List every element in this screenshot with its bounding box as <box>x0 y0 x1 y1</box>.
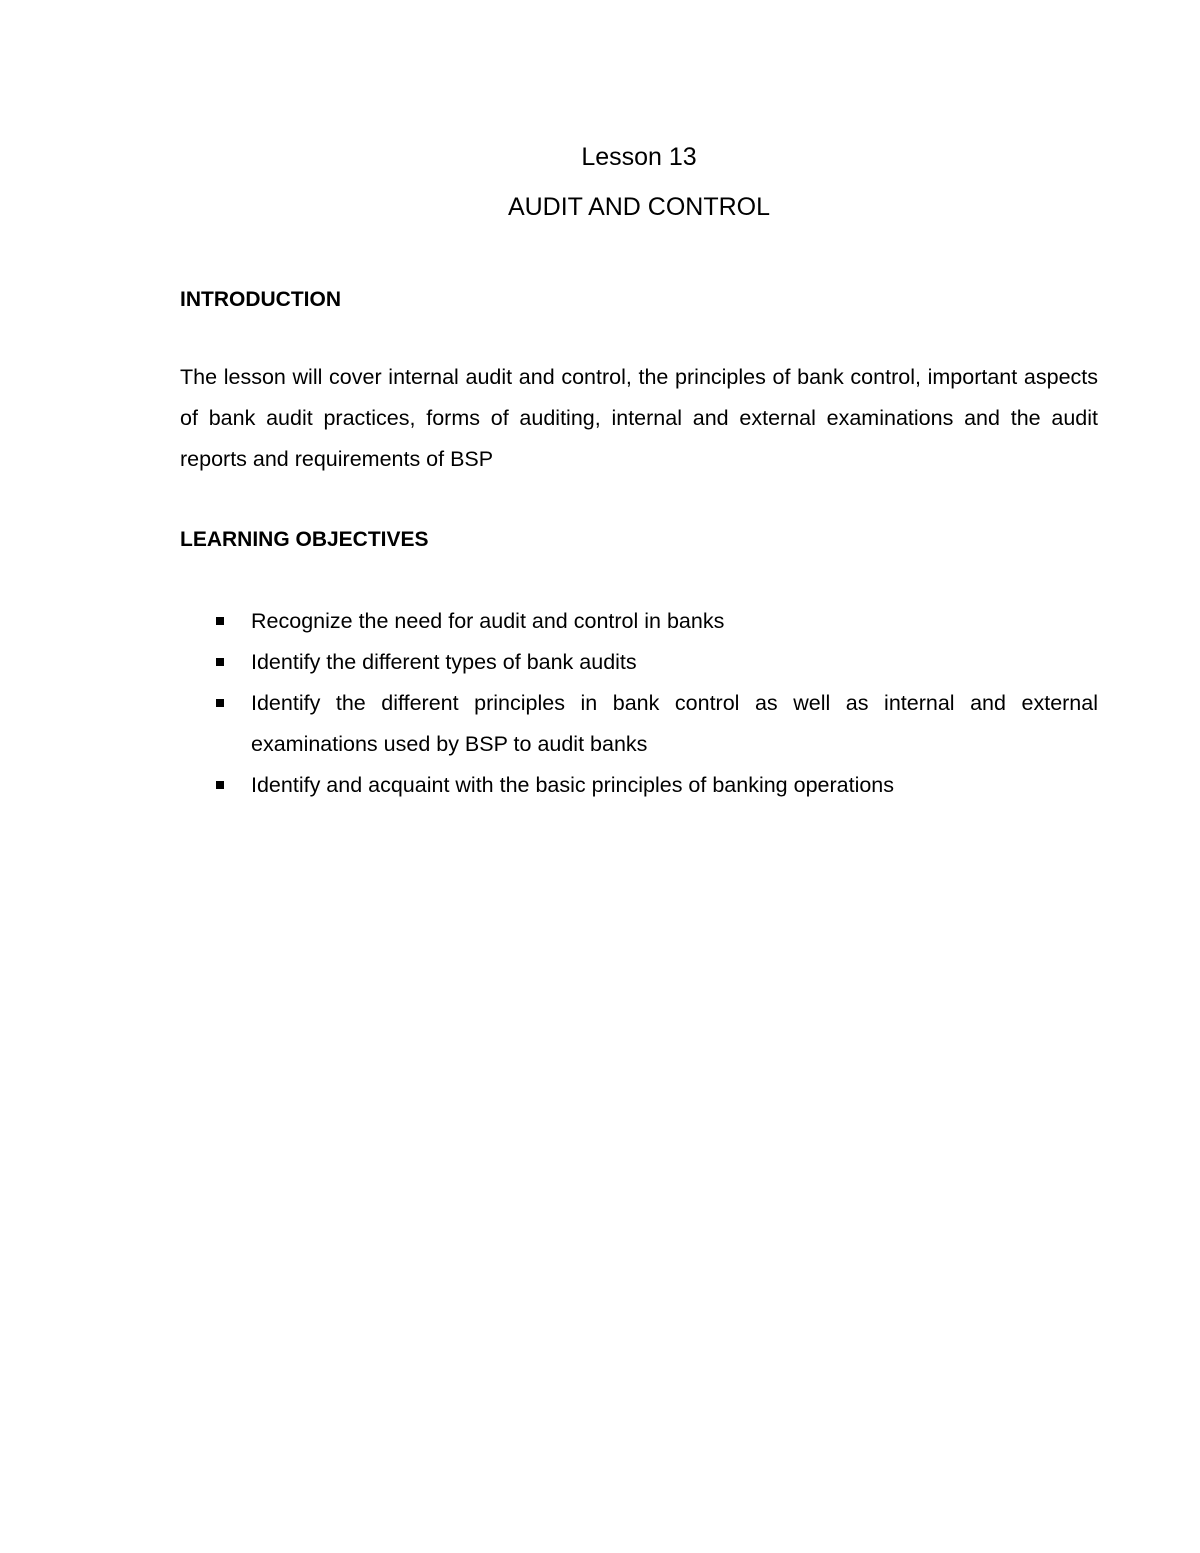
list-item <box>180 642 1098 683</box>
introduction-paragraph: The lesson will cover internal audit and control, the principles of bank control, important aspects of bank audit practices, forms of auditing, internal and external examinations and the audit reports and requirements of BSP <box>180 365 1098 471</box>
list-item <box>180 683 1098 765</box>
objective-text: Identify and acquaint with the basic principles of banking operations <box>251 773 895 797</box>
list-item <box>180 601 1098 642</box>
learning-objectives-list <box>180 601 1098 806</box>
learning-objectives-heading: LEARNING OBJECTIVES <box>180 528 429 551</box>
objective-text: Recognize the need for audit and control in banks <box>251 609 725 633</box>
square-bullet-icon <box>216 699 224 707</box>
objective-text: Identify the different types of bank audits <box>251 650 637 674</box>
square-bullet-icon <box>216 658 224 666</box>
lesson-title: Lesson 13 <box>581 143 697 171</box>
list-item <box>180 765 1098 806</box>
introduction-heading: INTRODUCTION <box>180 288 341 311</box>
lesson-subtitle: AUDIT AND CONTROL <box>507 193 771 221</box>
square-bullet-icon <box>216 617 224 625</box>
square-bullet-icon <box>216 781 224 789</box>
objective-text: Identify the different principles in bank control as well as internal and external examinations used by BSP to audit banks <box>251 691 1098 756</box>
